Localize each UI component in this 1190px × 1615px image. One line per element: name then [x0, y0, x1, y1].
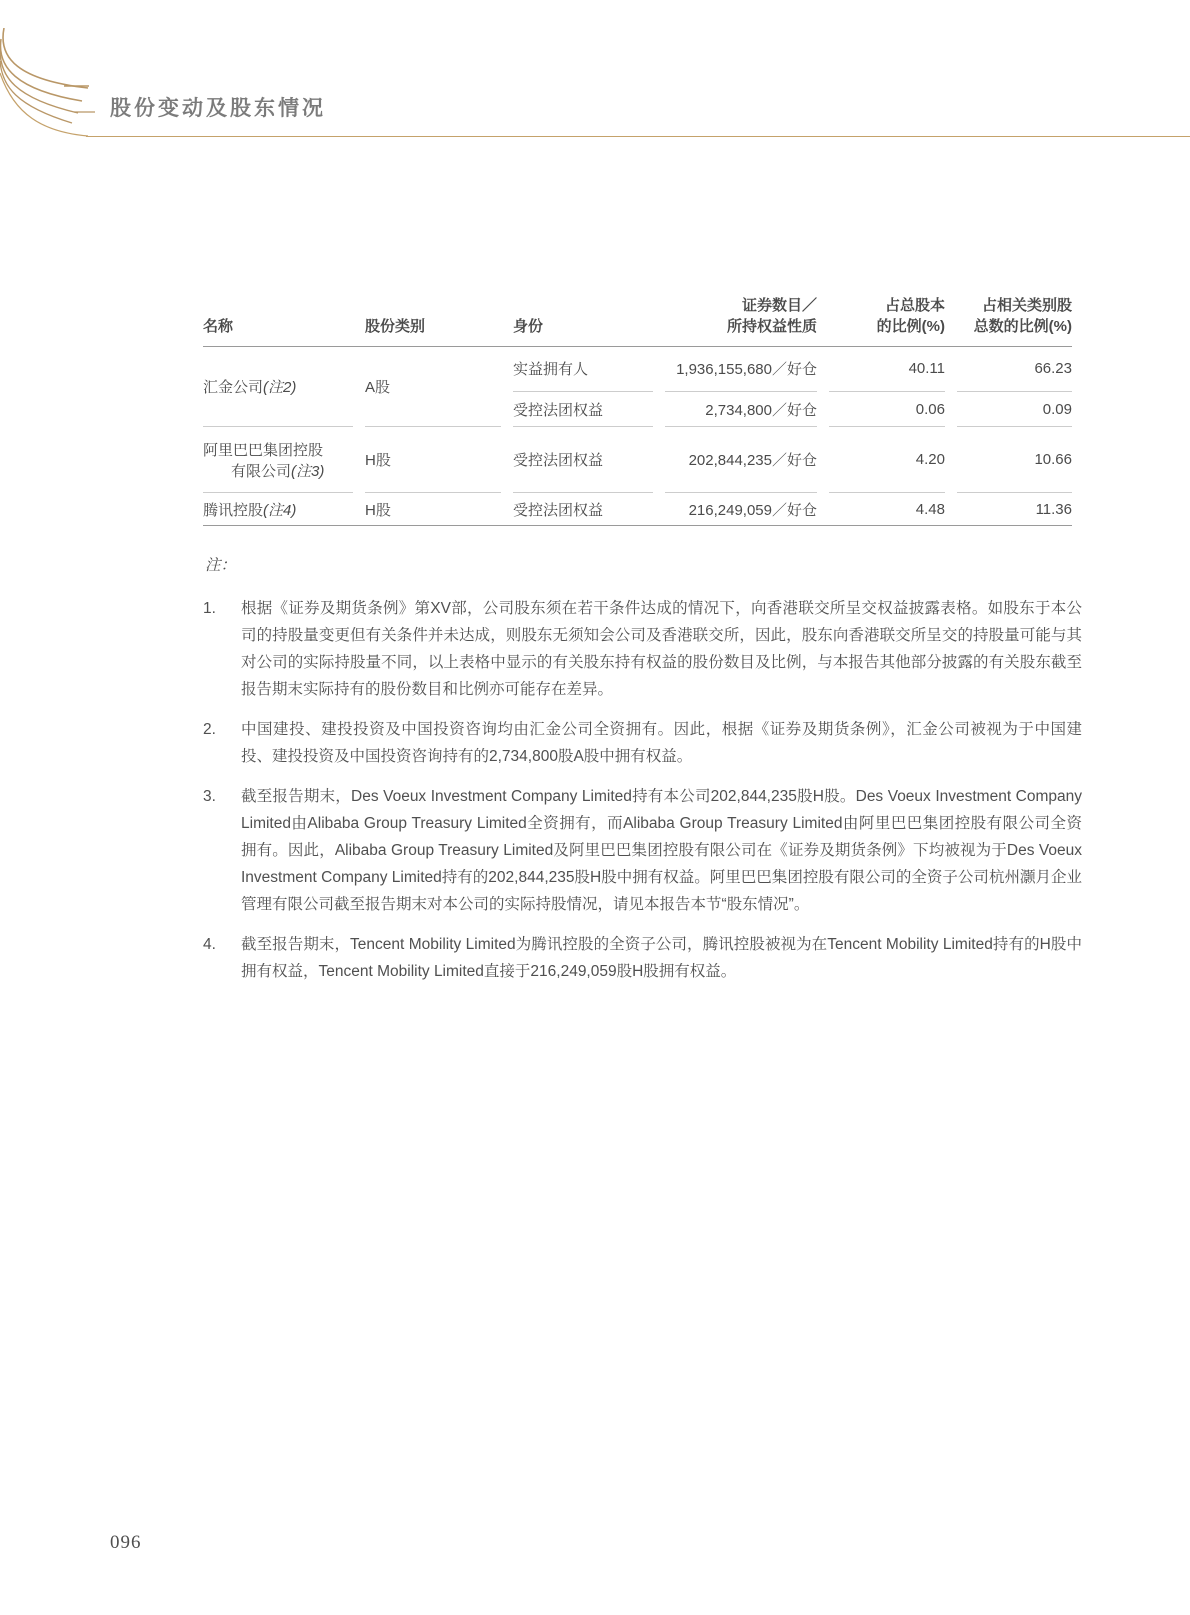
table-row-alibaba-name: 阿里巴巴集团控股 有限公司(注3) — [203, 426, 353, 492]
table-cell-capacity: 受控法团权益 — [513, 492, 653, 526]
note-text: 截至报告期末，Tencent Mobility Limited为腾讯控股的全资子公司，腾讯控股被视为在Tencent Mobility Limited持有的H股中拥有权益，Tencent Mobility Limited直接于216,249,059股H股拥有权益。 — [241, 936, 1082, 980]
col-header-name: 名称 — [203, 318, 234, 335]
table-cell-pct-class: 10.66 — [957, 426, 1072, 492]
table-cell-capacity: 受控法团权益 — [513, 426, 653, 492]
table-row-tencent-share-class: H股 — [365, 492, 501, 526]
note-ref: (注2) — [263, 378, 297, 396]
col-header-securities: 证券数目／ 所持权益性质 — [726, 297, 817, 335]
note-ref: (注3) — [291, 462, 325, 480]
note-number: 1. — [203, 600, 216, 617]
note-number: 4. — [203, 936, 216, 953]
table-cell-pct-total: 40.11 — [829, 346, 945, 392]
note-text: 截至报告期末，Des Voeux Investment Company Limited持有本公司202,844,235股H股。Des Voeux Investment Company Limited由Alibaba Group Treasury Limited全资拥有，而Alibaba Group Treasury Limited由阿里巴巴集团控股有限公司全资拥有。因此，Alibaba Group Treasury Limited及阿里巴巴集团控股有限公司在《证券及期货条例》下均被视为于Des Voeux Investment Company Limited持有的202,844,235股H股中拥有权益。阿里巴巴集团控股有限公司的全资子公司杭州灏月企业管理有限公司截至报告期末对本公司的实际持股情况，请见本报告本节“股东情况”。 — [241, 788, 1082, 913]
table-cell-pct-total: 4.48 — [829, 492, 945, 526]
shareholders-table — [203, 268, 1072, 526]
note-item-1 — [203, 595, 1082, 703]
wave-logo-icon — [0, 28, 120, 143]
table-row-alibaba-share-class: H股 — [365, 426, 501, 492]
note-item-3 — [203, 783, 1082, 918]
header-divider — [86, 136, 1190, 137]
table-cell-pct-class: 66.23 — [957, 346, 1072, 392]
table-cell-securities: 2,734,800／好仓 — [705, 401, 817, 419]
note-item-4 — [203, 931, 1082, 985]
table-cell-securities: 216,249,059／好仓 — [665, 492, 817, 526]
table-cell-pct-class: 11.36 — [957, 492, 1072, 526]
col-header-pct-class: 占相关类别股 总数的比例(%) — [973, 297, 1072, 335]
table-cell-securities: 1,936,155,680／好仓 — [665, 346, 817, 392]
table-cell-pct-class: 0.09 — [1042, 400, 1072, 418]
page-number: 096 — [110, 1532, 142, 1553]
col-header-share-class: 股份类别 — [365, 318, 426, 335]
table-cell-pct-total: 0.06 — [915, 400, 945, 418]
table-cell-capacity: 实益拥有人 — [513, 346, 653, 392]
table-cell-securities: 202,844,235／好仓 — [665, 426, 817, 492]
note-text: 中国建投、建投投资及中国投资咨询均由汇金公司全资拥有。因此，根据《证券及期货条例》，汇金公司被视为于中国建投、建投投资及中国投资咨询持有的2,734,800股A股中拥有权益。 — [241, 721, 1082, 765]
note-number: 2. — [203, 721, 216, 738]
table-row-huijin-share-class: A股 — [365, 378, 391, 396]
notes-label: 注： — [205, 557, 237, 574]
note-item-2 — [203, 716, 1082, 770]
notes-section — [203, 552, 1082, 998]
note-ref: (注4) — [263, 502, 297, 519]
page-title: 股份变动及股东情况 — [110, 96, 326, 120]
note-text: 根据《证券及期货条例》第XV部，公司股东须在若干条件达成的情况下，向香港联交所呈交权益披露表格。如股东于本公司的持股量变更但有关条件并未达成，则股东无须知会公司及香港联交所，因此，股东向香港联交所呈交的持股量可能与其对公司的实际持股量不同，以上表格中显示的有关股东持有权益的股份数目及比例，与本报告其他部分披露的有关股东截至报告期末实际持有的股份数目和比例亦可能存在差异。 — [241, 600, 1082, 698]
table-cell-pct-total: 4.20 — [829, 426, 945, 492]
table-row-tencent-name: 腾讯控股(注4) — [203, 492, 353, 526]
table-cell-capacity: 受控法团权益 — [513, 401, 604, 419]
col-header-pct-total: 占总股本 的比例(%) — [876, 297, 945, 335]
note-number: 3. — [203, 788, 216, 805]
col-header-capacity: 身份 — [513, 318, 544, 335]
table-row-huijin-name: 汇金公司(注2) — [203, 378, 297, 396]
